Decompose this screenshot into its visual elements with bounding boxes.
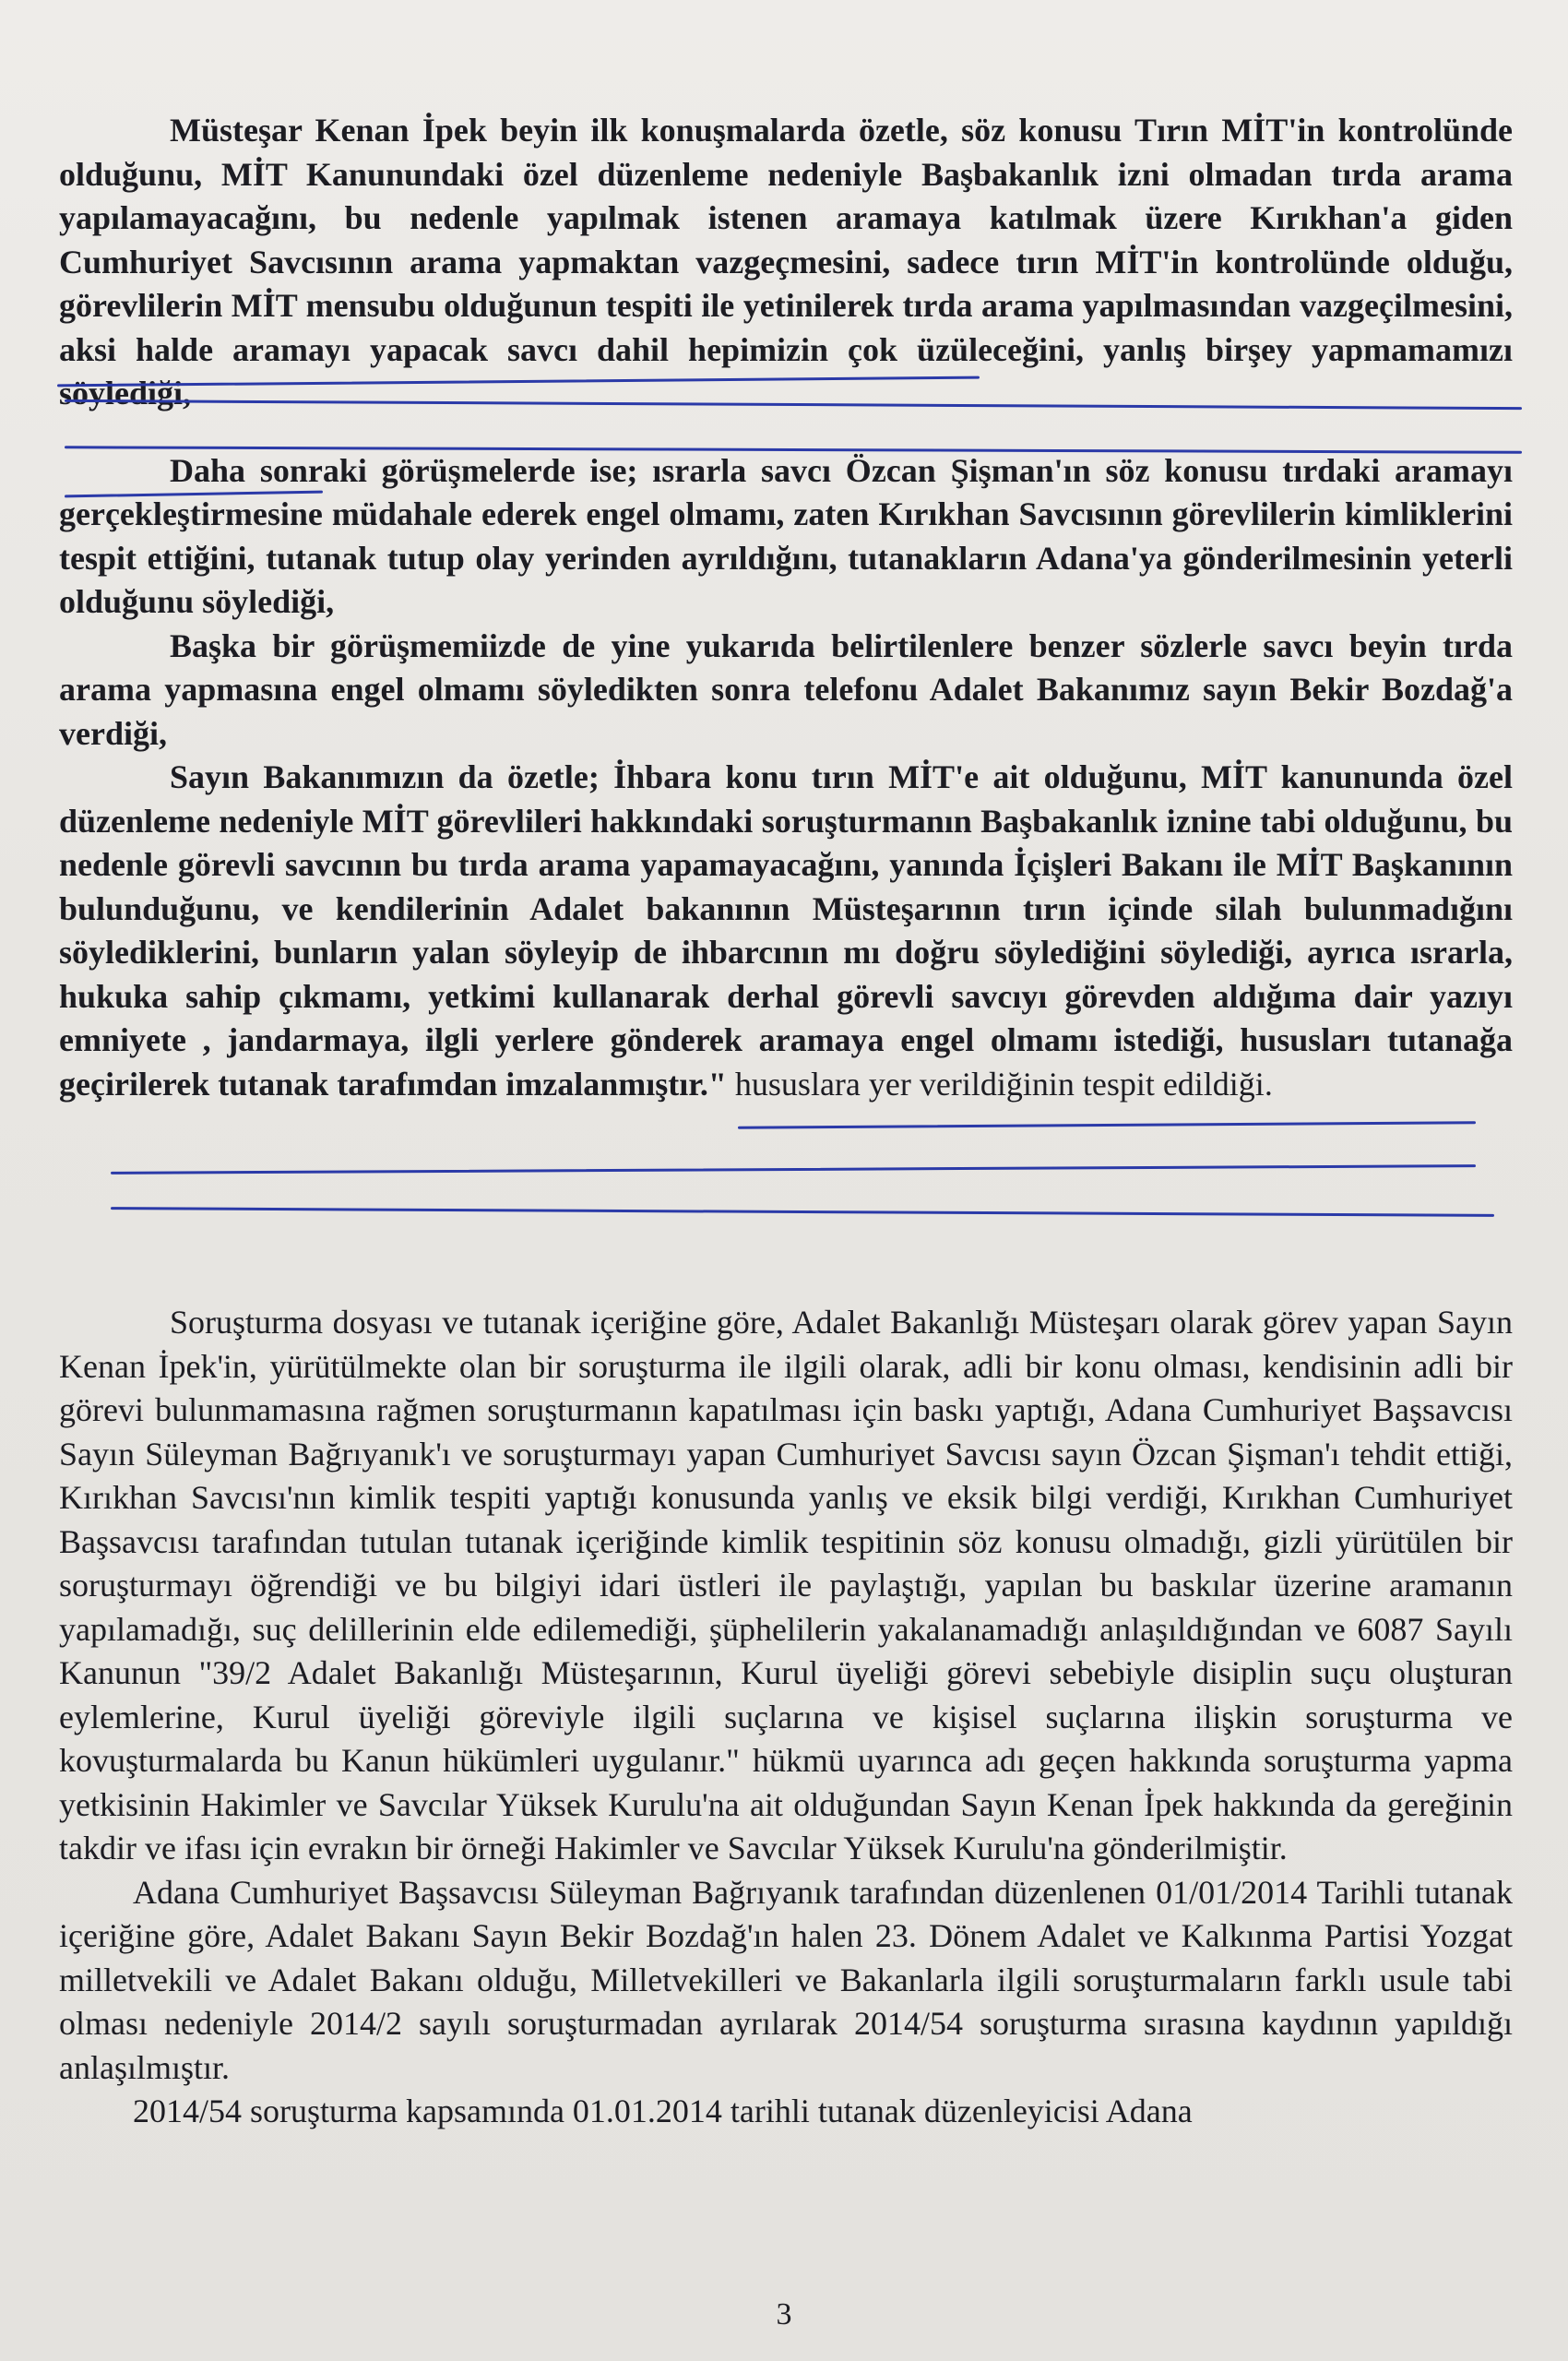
pen-underline xyxy=(111,1207,1494,1217)
paragraph-another-conversation: Başka bir görüşmemiizde de yine yukarıda belirtilenlere benzer sözlerle savcı beyin tırda arama yapmasına engel olmamı söyledikten sonra telefonu Adalet Bakanımız sayın Bekir Bozdağ'a verdiği, xyxy=(59,626,1513,752)
paragraph-investigation-file: Soruşturma dosyası ve tutanak içeriğine göre, Adalet Bakanlığı Müsteşarı olarak görev yapan Sayın Kenan İpek'in, yürütülmekte olan bir soruşturma ile ilgili olarak, adli bir konu olması, kendisinin adli bir görevi bulunmamasına rağmen soruşturmanın kapatılması için baskı yaptığı, Adana Cumhuriyet Başsavcısı Sayın Süleyman Bağrıyanık'ı ve soruşturmayı yapan Cumhuriyet Savcısı sayın Özcan Şişman'ı tehdit ettiği, Kırıkhan Savcısı'nın kimlik tespiti yaptığı konusunda yanlış ve eksik bilgi verdiği, Kırıkhan Cumhuriyet Başsavcısı tarafından tutulan tutanak içeriğinde kimlik tespitinin söz konusu olmadığı, gizli yürütülen bir soruşturmayı öğrendiği ve bu bilgiyi idari üstleri ile paylaştığı, yapılan bu baskılar üzerine aramanın yapılamadığı, suç delillerinin elde edilemediği, şüphelilerin yakalanamadığı anlaşıldığından ve 6087 Sayılı Kanunun "39/2 Adalet Bakanlığı Müsteşarının, Kurul üyeliği görevi sebebiyle disiplin suçu oluşturan eylemlerine, Kurul üyeliği göreviyle ilgili suçlarına ve kişisel suçlarına ilişkin soruşturma ve kovuşturmalarda bu Kanun hükümleri uygulanır." hükmü uyarınca adı geçen hakkında soruşturma yapma yetkisinin Hakimler ve Savcılar Yüksek Kurulu'na ait olduğundan Sayın Kenan İpek hakkında da gereğinin takdir ve ifası için evrakın bir örneği Hakimler ve Savcılar Yüksek Kurulu'na gönderilmiştir. xyxy=(59,1304,1513,1866)
quote-closing-text: hususlara yer verildiğinin tespit edildiği. xyxy=(734,1065,1273,1103)
paragraph-later-conversations: Daha sonraki görüşmelerde ise; ısrarla savcı Özcan Şişman'ın söz konusu tırdaki aramayı gerçekleştirmesine müdahale ederek engel olmamı, zaten Kırıkhan Savcısının görevlilerin kimliklerini tespit ettiğini, tutanak tutup olay yerinden ayrıldığını, tutanakların Adana'ya gönderilmesinin yeterli olduğunu söylediği, xyxy=(59,451,1513,620)
minister-statement-text: Sayın Bakanımızın da özetle; İhbara konu tırın MİT'e ait olduğunu, MİT kanununda özel düzenleme nedeniyle MİT görevlileri hakkındaki soruşturmanın Başbakanlık iznine tabi olduğunu, bu nedenle görevli savcının bu tırda arama yapamayacağını, yanında İçişleri Bakanı ile MİT Başkanının bulunduğunu, ve kendilerinin Adalet bakanının Müsteşarının tırın içinde silah bulunmadığını söylediklerini, bunların yalan söyleyip de ihbarcının mı doğru söylediğini söylediği, ayrıca ısrarla, hukuka sahip çıkmamı, yetkimi kullanarak derhal görevli savcıyı görevden aldığıma dair yazıyı emniyete , jandarmaya, ilgli yerlere gönderek aramaya engel olmamı istediği, hususları tutanağa geçirilerek tutanak tarafımdan imzalanmıştır." xyxy=(59,758,1513,1103)
pen-underline xyxy=(111,1164,1476,1175)
paragraph-minister-statement xyxy=(59,756,1513,1106)
paragraph-undersecretary-statement: Müsteşar Kenan İpek beyin ilk konuşmalarda özetle, söz konusu Tırın MİT'in kontrolünde olduğunu, MİT Kanunundaki özel düzenleme nedeniyle Başbakanlık izni olmadan tırda arama yapılamayacağını, bu nedenle yapılmak istenen aramaya katılmak üzere Kırıkhan'a giden Cumhuriyet Savcısının arama yapmaktan vazgeçmesini, sadece tırın MİT'in kontrolünde olduğu, görevlilerin MİT mensubu olduğunun tespiti ile yetinilerek tırda arama yapılmasından vazgeçilmesini, aksi halde aramayı yapacak savcı dahil hepimizin çok üzüleceğini, yanlış birşey yapmamamızı söylediği, xyxy=(59,112,1513,411)
body-text xyxy=(59,1301,1513,2134)
paragraph-investigation-scope: 2014/54 soruşturma kapsamında 01.01.2014 tarihli tutanak düzenleyicisi Adana xyxy=(133,2093,1193,2129)
page-number: 3 xyxy=(776,2297,792,2331)
paragraph-chief-prosecutor-record: Adana Cumhuriyet Başsavcısı Süleyman Bağrıyanık tarafından düzenlenen 01/01/2014 Tarihli tutanak içeriğine göre, Adalet Bakanı Sayın Bekir Bozdağ'ın halen 23. Dönem Adalet ve Kalkınma Partisi Yozgat milletvekili ve Adalet Bakanı olduğu, Milletvekilleri ve Bakanlarla ilgili soruşturmaların farklı usule tabi olması nedeniyle 2014/2 sayılı soruşturmadan ayrılarak 2014/54 soruşturma sırasına kaydının yapıldığı anlaşılmıştır. xyxy=(59,1873,1513,2086)
quoted-statements xyxy=(59,109,1513,1106)
pen-underline xyxy=(738,1121,1476,1129)
